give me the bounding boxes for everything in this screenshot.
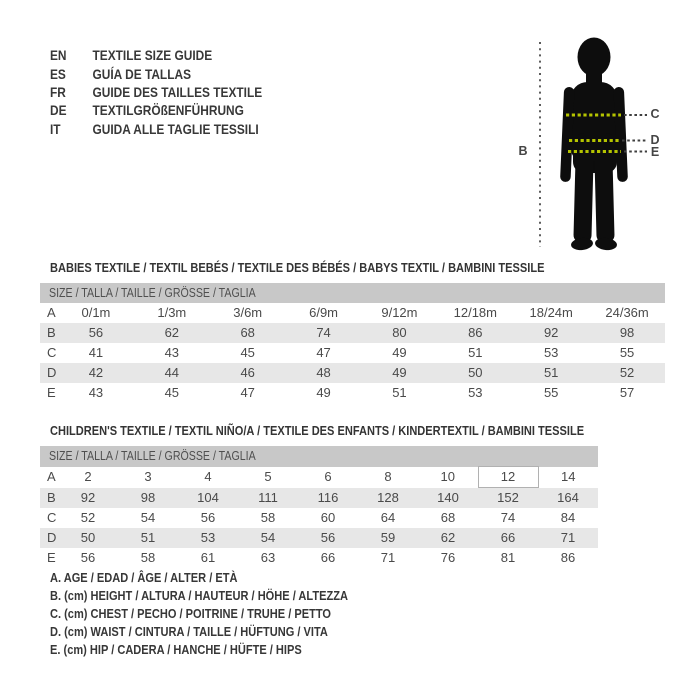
- size-cell: 49: [316, 385, 331, 400]
- size-cell: 53: [178, 528, 238, 548]
- size-cell: 164: [538, 488, 598, 509]
- size-cell: 57: [619, 385, 635, 400]
- row-label: C: [47, 345, 57, 360]
- size-cell: 6/9m: [309, 305, 339, 320]
- table-row: [40, 343, 665, 363]
- size-cell: 14: [561, 469, 576, 484]
- size-cell: 68: [440, 510, 456, 525]
- measurement-figure: [500, 30, 690, 265]
- size-cell: 47: [316, 345, 331, 360]
- size-cell: 61: [200, 550, 216, 565]
- row-label: B: [40, 488, 58, 509]
- row-label: E: [47, 550, 56, 565]
- row-label: D: [40, 528, 58, 548]
- table-row: [40, 383, 665, 403]
- size-cell: 2: [84, 469, 92, 484]
- size-cell: 9/12m: [381, 305, 418, 320]
- lang-title: GUIDA ALLE TAGLIE TESSILI: [92, 120, 259, 137]
- size-cell: 76: [440, 550, 456, 565]
- children-section-title: [50, 423, 678, 438]
- size-cell: 92: [513, 323, 589, 343]
- lang-code: FR: [50, 83, 66, 100]
- row-label: C: [47, 510, 57, 525]
- legend-waist: D. (cm) WAIST / CINTURA / TAILLE / HÜFTUNG / VITA: [50, 624, 328, 639]
- size-cell: 12/18m: [453, 305, 497, 320]
- table-row: [40, 323, 665, 343]
- size-cell: 59: [358, 528, 418, 548]
- size-cell: 52: [80, 510, 96, 525]
- size-cell: 43: [164, 345, 180, 360]
- lang-title: GUIDE DES TAILLES TEXTILE: [92, 83, 263, 100]
- children-section-title-text: CHILDREN'S TEXTILE / TEXTIL NIÑO/A / TEXTILE DES ENFANTS / KINDERTEXTIL / BAMBINI TESSILE: [50, 423, 585, 438]
- size-cell: 24/36m: [605, 305, 649, 320]
- size-cell: 80: [362, 323, 438, 343]
- size-cell: 116: [298, 488, 358, 509]
- size-cell: 51: [513, 363, 589, 383]
- table-row: [40, 467, 598, 488]
- size-cell: 74: [500, 510, 516, 525]
- size-cell: 49: [392, 345, 407, 360]
- size-cell: 4: [204, 469, 212, 484]
- size-cell: 71: [380, 550, 396, 565]
- size-cell: 48: [286, 363, 362, 383]
- table-row: [40, 363, 665, 383]
- table-row: [40, 548, 598, 568]
- size-cell: 152: [478, 488, 538, 509]
- size-cell: 1/3m: [157, 305, 187, 320]
- lang-title: TEXTILE SIZE GUIDE: [92, 47, 213, 64]
- size-cell: 51: [392, 385, 407, 400]
- legend-height: B. (cm) HEIGHT / ALTURA / HAUTEUR / HÖHE / ALTEZZA: [50, 588, 348, 603]
- row-label: A: [47, 305, 56, 320]
- size-cell: 64: [380, 510, 396, 525]
- size-cell: 18/24m: [529, 305, 573, 320]
- size-cell: 8: [384, 469, 392, 484]
- size-cell: 74: [286, 323, 362, 343]
- table-row: [40, 488, 598, 509]
- table-row: [40, 508, 598, 528]
- size-cell: 55: [619, 345, 635, 360]
- size-cell: 111: [238, 488, 298, 509]
- lang-row-fr: [50, 83, 262, 101]
- row-label: A: [47, 469, 56, 484]
- lang-code: DE: [50, 102, 67, 119]
- size-cell: 3/6m: [233, 305, 263, 320]
- size-cell: 68: [210, 323, 286, 343]
- size-cell: 10: [440, 469, 455, 484]
- size-cell: 55: [543, 385, 559, 400]
- size-cell: 140: [418, 488, 478, 509]
- lang-title: GUÍA DE TALLAS: [92, 65, 192, 82]
- size-cell: 45: [240, 345, 255, 360]
- lang-title: TEXTILGRÖßENFÜHRUNG: [92, 102, 244, 119]
- size-cell: 56: [298, 528, 358, 548]
- size-cell: 50: [58, 528, 118, 548]
- size-cell: 49: [362, 363, 438, 383]
- row-label: B: [40, 323, 58, 343]
- size-cell: 60: [320, 510, 336, 525]
- size-cell: 53: [468, 385, 483, 400]
- children-size-table: [40, 446, 598, 568]
- size-cell: 50: [437, 363, 513, 383]
- table-row: [40, 303, 665, 323]
- size-cell: 104: [178, 488, 238, 509]
- size-cell: 58: [260, 510, 276, 525]
- size-cell: 62: [134, 323, 210, 343]
- label-hip-e: E: [650, 145, 660, 159]
- size-cell: 12: [478, 467, 538, 488]
- size-header-text: SIZE / TALLA / TAILLE / GRÖSSE / TAGLIA: [49, 449, 256, 463]
- size-cell: 53: [543, 345, 559, 360]
- size-cell: 71: [538, 528, 598, 548]
- table-row: [40, 528, 598, 548]
- legend-age: A. AGE / EDAD / ÂGE / ALTER / ETÀ: [50, 570, 238, 585]
- size-cell: 63: [260, 550, 276, 565]
- legend-hip: E. (cm) HIP / CADERA / HANCHE / HÜFTE / HIPS: [50, 642, 302, 657]
- size-cell: 5: [264, 469, 272, 484]
- size-cell: 58: [140, 550, 156, 565]
- lang-row-de: [50, 101, 262, 119]
- size-cell: 56: [80, 550, 96, 565]
- size-cell: 54: [140, 510, 156, 525]
- child-silhouette: [500, 30, 690, 265]
- babies-size-table: [40, 283, 665, 403]
- measurement-legend: [50, 569, 401, 659]
- row-label: D: [40, 363, 58, 383]
- size-header-row: [40, 283, 665, 303]
- size-cell: 47: [240, 385, 255, 400]
- size-cell: 81: [500, 550, 516, 565]
- label-waist-d: D: [650, 133, 660, 147]
- size-cell: 46: [210, 363, 286, 383]
- lang-code: IT: [50, 120, 61, 137]
- size-cell: 43: [88, 385, 104, 400]
- size-cell: 98: [589, 323, 665, 343]
- size-cell: 0/1m: [81, 305, 111, 320]
- label-height-b: B: [518, 144, 528, 158]
- size-cell: 92: [58, 488, 118, 509]
- lang-row-en: [50, 46, 262, 64]
- lang-code: ES: [50, 65, 66, 82]
- babies-section-title: [50, 260, 632, 275]
- size-cell: 62: [418, 528, 478, 548]
- size-cell: 54: [238, 528, 298, 548]
- size-cell: 66: [478, 528, 538, 548]
- size-cell: 84: [560, 510, 576, 525]
- size-cell: 41: [88, 345, 104, 360]
- size-cell: 86: [560, 550, 576, 565]
- babies-section-title-text: BABIES TEXTILE / TEXTIL BEBÉS / TEXTILE DES BÉBÉS / BABYS TEXTIL / BAMBINI TESSILE: [50, 260, 545, 275]
- row-label: E: [47, 385, 56, 400]
- lang-row-es: [50, 64, 262, 82]
- size-cell: 56: [58, 323, 134, 343]
- size-cell: 6: [324, 469, 332, 484]
- size-cell: 51: [118, 528, 178, 548]
- size-cell: 52: [589, 363, 665, 383]
- language-title-block: [50, 46, 300, 138]
- lang-row-it: [50, 120, 262, 138]
- size-cell: 44: [134, 363, 210, 383]
- size-cell: 42: [58, 363, 134, 383]
- legend-chest: C. (cm) CHEST / PECHO / POITRINE / TRUHE / PETTO: [50, 606, 331, 621]
- label-chest-c: C: [650, 107, 660, 121]
- size-cell: 56: [200, 510, 216, 525]
- child-body-shape: [560, 38, 628, 252]
- size-cell: 45: [164, 385, 180, 400]
- size-cell: 3: [144, 469, 152, 484]
- size-header-text: SIZE / TALLA / TAILLE / GRÖSSE / TAGLIA: [49, 286, 256, 300]
- size-header-row: [40, 446, 598, 467]
- size-cell: 51: [468, 345, 483, 360]
- size-cell: 86: [437, 323, 513, 343]
- size-header-band: [40, 283, 665, 303]
- size-header-band: [40, 446, 598, 467]
- lang-code: EN: [50, 47, 67, 64]
- size-cell: 98: [118, 488, 178, 509]
- size-cell: 128: [358, 488, 418, 509]
- size-cell: 66: [320, 550, 336, 565]
